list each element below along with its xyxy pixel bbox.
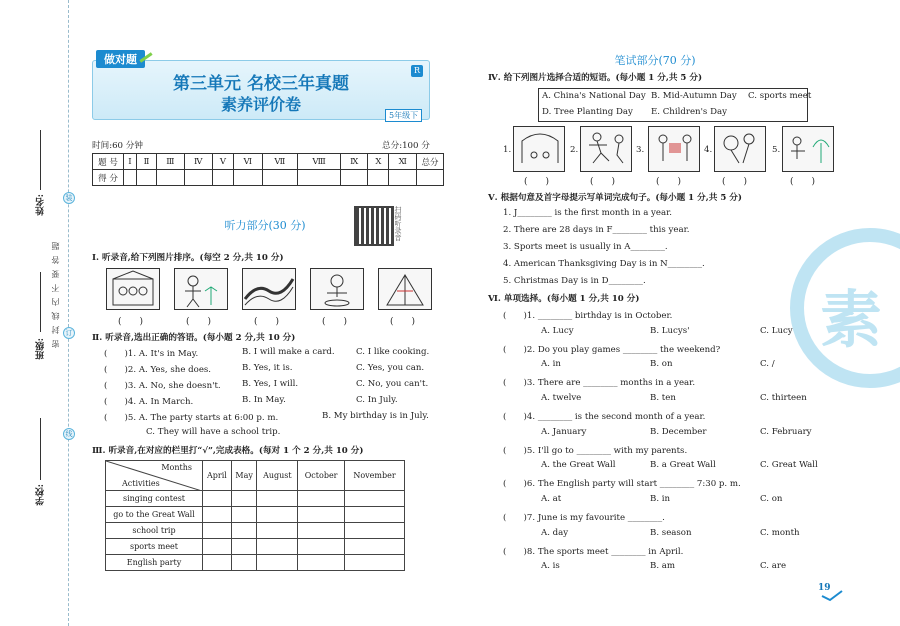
seal-dot: 线 bbox=[63, 428, 75, 440]
header-tag: 做对题 bbox=[96, 50, 145, 68]
tick-cell[interactable] bbox=[231, 507, 257, 523]
tick-cell[interactable] bbox=[257, 507, 298, 523]
option-b: B. In May. bbox=[242, 395, 286, 405]
tick-cell[interactable] bbox=[344, 555, 404, 571]
picture-children-icon bbox=[648, 126, 700, 172]
table-cell: Ⅳ bbox=[184, 154, 212, 170]
choice-question: ( )6. The English party will start ________ 7:30 p. m. bbox=[503, 479, 741, 489]
fill-item: 2. There are 28 days in F________ this year. bbox=[503, 225, 690, 235]
tick-cell[interactable] bbox=[231, 539, 257, 555]
option-c: C. No, you can't. bbox=[356, 379, 429, 389]
table-cell: Ⅵ bbox=[234, 154, 262, 170]
row-label: school trip bbox=[106, 523, 203, 539]
table-cell: 题 号 bbox=[93, 154, 124, 170]
column-header: May bbox=[231, 461, 257, 491]
class-field[interactable] bbox=[40, 272, 41, 332]
choice-question: ( )4. ________ is the second month of a year. bbox=[503, 412, 706, 422]
phrase-option: E. Children's Day bbox=[651, 107, 727, 117]
score-cell[interactable] bbox=[368, 170, 389, 186]
option-c: C. Lucy's bbox=[760, 326, 800, 336]
picture-great-wall-icon bbox=[242, 268, 296, 310]
question-item: ( )5. A. The party starts at 6:00 p. m. bbox=[104, 413, 279, 423]
question-item: ( )2. A. Yes, she does. bbox=[104, 365, 212, 375]
answer-blank[interactable]: ( ) bbox=[390, 317, 416, 327]
option-a: A. twelve bbox=[541, 393, 582, 403]
score-cell[interactable] bbox=[341, 170, 368, 186]
school-field[interactable] bbox=[40, 418, 41, 480]
qr-note: 扫码听录音 bbox=[394, 206, 402, 241]
picture-tree-planting-icon bbox=[782, 126, 834, 172]
answer-blank[interactable]: ( ) bbox=[590, 177, 616, 187]
section-3-title: Ⅲ. 听录音,在对应的栏里打“√”,完成表格。(每对 1 个 2 分,共 10 分) bbox=[92, 446, 364, 456]
table-cell: Ⅴ bbox=[212, 154, 233, 170]
option-a: A. is bbox=[541, 561, 560, 571]
corner-months: Months bbox=[161, 463, 192, 472]
option-c: C. on bbox=[760, 494, 783, 504]
choice-question: ( )5. I'll go to ________ with my parents. bbox=[503, 446, 688, 456]
option-c: C. / bbox=[760, 359, 775, 369]
answer-blank[interactable]: ( ) bbox=[790, 177, 816, 187]
time-label: 时间:60 分钟 bbox=[92, 141, 143, 151]
row-label: English party bbox=[106, 555, 203, 571]
title-banner bbox=[92, 60, 430, 120]
phrase-option: D. Tree Planting Day bbox=[542, 107, 633, 117]
option-b: B. in bbox=[650, 494, 671, 504]
row-label: singing contest bbox=[106, 491, 203, 507]
score-cell[interactable] bbox=[262, 170, 298, 186]
seal-line bbox=[68, 0, 69, 626]
option-b: B. My birthday is in July. bbox=[322, 411, 429, 421]
option-c: C. month bbox=[760, 528, 800, 538]
section-1-title: Ⅰ. 听录音,给下列图片排序。(每空 2 分,共 10 分) bbox=[92, 253, 284, 263]
option-b: B. on bbox=[650, 359, 673, 369]
question-item: ( )3. A. No, she doesn't. bbox=[104, 381, 221, 391]
tick-cell[interactable] bbox=[344, 491, 404, 507]
option-c: C. February bbox=[760, 427, 812, 437]
fill-item: 5. Christmas Day is in D________. bbox=[503, 276, 646, 286]
score-cell[interactable] bbox=[124, 170, 137, 186]
answer-blank[interactable]: ( ) bbox=[118, 317, 144, 327]
table-cell: Ⅲ bbox=[157, 154, 184, 170]
section-6-title: Ⅵ. 单项选择。(每小题 1 分,共 10 分) bbox=[488, 294, 640, 304]
table-cell: Ⅰ bbox=[124, 154, 137, 170]
phrase-option: C. sports meet bbox=[748, 91, 812, 101]
table-cell: 得 分 bbox=[93, 170, 124, 186]
tick-cell[interactable] bbox=[298, 491, 345, 507]
question-item: ( )1. A. It's in May. bbox=[104, 349, 199, 359]
score-cell[interactable] bbox=[212, 170, 233, 186]
score-cell[interactable] bbox=[417, 170, 444, 186]
seal-warning: 密封线内不要答题 bbox=[51, 236, 60, 348]
tick-cell[interactable] bbox=[298, 539, 345, 555]
option-a: A. in bbox=[541, 359, 561, 369]
choice-question: ( )3. There are ________ months in a year. bbox=[503, 378, 696, 388]
tick-cell[interactable] bbox=[203, 523, 232, 539]
option-b: B. Lucys' bbox=[650, 326, 690, 336]
column-header: August bbox=[257, 461, 298, 491]
tick-cell[interactable] bbox=[203, 507, 232, 523]
picture-cooking-icon bbox=[310, 268, 364, 310]
answer-blank[interactable]: ( ) bbox=[524, 177, 550, 187]
option-a: A. Lucy bbox=[541, 326, 574, 336]
table-row bbox=[106, 507, 405, 523]
tick-cell[interactable] bbox=[203, 491, 232, 507]
tick-cell[interactable] bbox=[257, 523, 298, 539]
answer-blank[interactable]: ( ) bbox=[656, 177, 682, 187]
tick-cell[interactable] bbox=[298, 507, 345, 523]
row-label: sports meet bbox=[106, 539, 203, 555]
score-cell[interactable] bbox=[298, 170, 341, 186]
table-row bbox=[106, 539, 405, 555]
option-b: B. ten bbox=[650, 393, 676, 403]
choice-question: ( )8. The sports meet ________ in April. bbox=[503, 547, 684, 557]
answer-blank[interactable]: ( ) bbox=[254, 317, 280, 327]
option-b: B. a Great Wall bbox=[650, 460, 716, 470]
option-a: A. the Great Wall bbox=[541, 460, 616, 470]
listening-heading: 听力部分(30 分) bbox=[224, 219, 306, 232]
answer-blank[interactable]: ( ) bbox=[722, 177, 748, 187]
option-b: B. season bbox=[650, 528, 692, 538]
table-row bbox=[106, 491, 405, 507]
table-header-row bbox=[106, 461, 405, 491]
column-header: November bbox=[344, 461, 404, 491]
picture-mid-autumn-icon bbox=[714, 126, 766, 172]
tick-cell[interactable] bbox=[298, 523, 345, 539]
class-label: 班级: bbox=[36, 338, 46, 360]
table-row bbox=[106, 523, 405, 539]
option-b: B. Yes, it is. bbox=[242, 363, 293, 373]
page-subtitle: 素养评价卷 bbox=[220, 95, 301, 114]
table-cell: Ⅶ bbox=[262, 154, 298, 170]
option-c: C. I like cooking. bbox=[356, 347, 430, 357]
score-table bbox=[92, 153, 444, 186]
picture-number: 5. bbox=[772, 145, 781, 155]
seal-dot: 订 bbox=[63, 327, 75, 339]
fill-item: 3. Sports meet is usually in A________. bbox=[503, 242, 668, 252]
picture-family-icon bbox=[106, 268, 160, 310]
option-a: A. at bbox=[541, 494, 562, 504]
picture-planting-icon bbox=[174, 268, 228, 310]
option-c: C. Yes, you can. bbox=[356, 363, 425, 373]
picture-sports-icon bbox=[580, 126, 632, 172]
tick-cell[interactable] bbox=[231, 491, 257, 507]
tick-cell[interactable] bbox=[257, 539, 298, 555]
choice-question: ( )2. Do you play games ________ the weekend? bbox=[503, 345, 721, 355]
table-corner bbox=[106, 461, 203, 491]
score-header-row bbox=[93, 154, 444, 170]
table-cell: 总分 bbox=[417, 154, 444, 170]
seal-dot: 装 bbox=[63, 192, 75, 204]
page-number: 19 bbox=[818, 583, 831, 593]
score-cell[interactable] bbox=[234, 170, 262, 186]
table-row bbox=[106, 555, 405, 571]
grade-label: 5年级下 bbox=[385, 109, 422, 122]
picture-tent-icon bbox=[378, 268, 432, 310]
fill-item: 1. J________ is the first month in a year. bbox=[503, 208, 673, 218]
checkmark-icon bbox=[820, 590, 844, 602]
picture-number: 1. bbox=[503, 145, 512, 155]
section-2-title: Ⅱ. 听录音,选出正确的答语。(每小题 2 分,共 10 分) bbox=[92, 333, 296, 343]
total-label: 总分:100 分 bbox=[382, 141, 430, 151]
choice-question: ( )1. ________ birthday is in October. bbox=[503, 311, 673, 321]
table-cell: Ⅸ bbox=[341, 154, 368, 170]
table-cell: Ⅹ bbox=[368, 154, 389, 170]
qr-code-icon[interactable] bbox=[354, 206, 394, 246]
option-a: A. January bbox=[541, 427, 587, 437]
edition-badge: R bbox=[411, 65, 423, 77]
tick-cell[interactable] bbox=[344, 523, 404, 539]
fill-item: 4. American Thanksgiving Day is in N________. bbox=[503, 259, 705, 269]
table-cell: Ⅺ bbox=[389, 154, 417, 170]
choice-question: ( )7. June is my favourite ________. bbox=[503, 513, 665, 523]
section-4-title: Ⅳ. 给下列图片选择合适的短语。(每小题 1 分,共 5 分) bbox=[488, 73, 703, 83]
row-label: go to the Great Wall bbox=[106, 507, 203, 523]
answer-blank[interactable]: ( ) bbox=[322, 317, 348, 327]
name-label: 姓名: bbox=[36, 194, 46, 216]
option-b: B. December bbox=[650, 427, 707, 437]
score-cell[interactable] bbox=[184, 170, 212, 186]
option-c: C. They will have a school trip. bbox=[146, 427, 281, 437]
tick-cell[interactable] bbox=[344, 539, 404, 555]
score-cell[interactable] bbox=[136, 170, 156, 186]
option-b: B. Yes, I will. bbox=[242, 379, 299, 389]
column-header: October bbox=[298, 461, 345, 491]
tick-cell[interactable] bbox=[344, 507, 404, 523]
option-b: B. am bbox=[650, 561, 676, 571]
name-field[interactable] bbox=[40, 130, 41, 190]
written-heading: 笔试部分(70 分) bbox=[614, 54, 696, 67]
phrase-option: A. China's National Day bbox=[542, 91, 646, 101]
corner-activities: Activities bbox=[122, 479, 160, 488]
column-header: April bbox=[203, 461, 232, 491]
option-c: C. thirteen bbox=[760, 393, 807, 403]
tick-cell[interactable] bbox=[298, 555, 345, 571]
activity-table bbox=[105, 460, 405, 571]
option-c: C. In July. bbox=[356, 395, 398, 405]
watermark-char: 素 bbox=[820, 283, 883, 356]
picture-number: 4. bbox=[704, 145, 713, 155]
picture-number: 3. bbox=[636, 145, 645, 155]
tick-cell[interactable] bbox=[231, 523, 257, 539]
picture-number: 2. bbox=[570, 145, 579, 155]
option-b: B. I will make a card. bbox=[242, 347, 335, 357]
tick-cell[interactable] bbox=[257, 491, 298, 507]
tick-cell[interactable] bbox=[257, 555, 298, 571]
picture-national-day-icon bbox=[513, 126, 565, 172]
option-c: C. Great Wall bbox=[760, 460, 818, 470]
answer-blank[interactable]: ( ) bbox=[186, 317, 212, 327]
table-cell: Ⅷ bbox=[298, 154, 341, 170]
section-5-title: Ⅴ. 根据句意及首字母提示写单词完成句子。(每小题 1 分,共 5 分) bbox=[488, 193, 742, 203]
score-cell[interactable] bbox=[157, 170, 184, 186]
tick-cell[interactable] bbox=[203, 539, 232, 555]
tick-cell[interactable] bbox=[231, 555, 257, 571]
score-row bbox=[93, 170, 444, 186]
table-cell: Ⅱ bbox=[136, 154, 156, 170]
page-title: 第三单元 名校三年真题 bbox=[173, 74, 349, 94]
score-cell[interactable] bbox=[389, 170, 417, 186]
question-item: ( )4. A. In March. bbox=[104, 397, 194, 407]
school-label: 学校: bbox=[36, 484, 46, 506]
phrase-option: B. Mid-Autumn Day bbox=[651, 91, 737, 101]
option-a: A. day bbox=[541, 528, 569, 538]
option-c: C. are bbox=[760, 561, 787, 571]
tick-cell[interactable] bbox=[203, 555, 232, 571]
